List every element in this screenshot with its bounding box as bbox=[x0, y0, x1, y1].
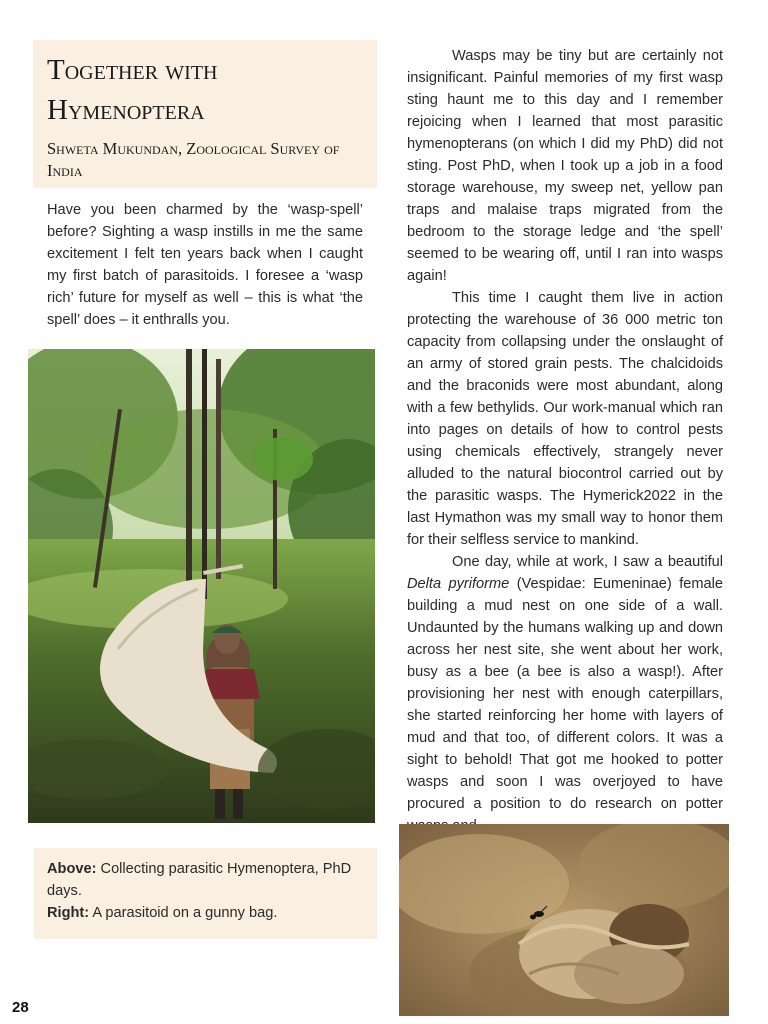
photo-caption bbox=[34, 848, 377, 939]
caption-above bbox=[47, 858, 364, 902]
caption-above-label: Above: bbox=[47, 861, 97, 877]
caption-above-text: Collecting parasitic Hymenoptera, PhD days. bbox=[47, 861, 352, 899]
photo-parasitoid-gunny-bag bbox=[399, 824, 729, 1016]
photo-collecting-hymenoptera-image bbox=[28, 349, 375, 823]
photo-parasitoid-gunny-bag-image bbox=[399, 824, 729, 1016]
article-title bbox=[47, 50, 363, 130]
page-number: 28 bbox=[12, 999, 29, 1016]
photo-collecting-hymenoptera bbox=[28, 349, 375, 823]
title-line-1: Together with bbox=[47, 54, 218, 86]
intro-paragraph: Have you been charmed by the ‘wasp-spell’ before? Sighting a wasp instills in me the same excitement I felt ten years back when I caught my first batch of parasitoids. I foresee a ‘wasp rich’ future for myself as well – this is what ‘the spell’ does – it enthralls you. bbox=[47, 202, 363, 328]
body-paragraph-3 bbox=[407, 551, 723, 837]
body-paragraph-1: Wasps may be tiny but are certainly not insignificant. Painful memories of my first wasp sting haunt me to this day and I remember rejoicing when I learned that most parasitic hymenopterans (on which I did my PhD) did not sting. Post PhD, when I took up a job in a food storage warehouse, my sweep net, yellow pan traps and malaise traps migrated from the bedroom to the storage ledge and ‘the spell’ seemed to be wearing off, until I ran into wasps again! bbox=[407, 48, 723, 284]
caption-right bbox=[47, 902, 364, 924]
title-line-2: Hymenoptera bbox=[47, 94, 205, 126]
caption-right-label: Right: bbox=[47, 905, 90, 921]
caption-right-text: A parasitoid on a gunny bag. bbox=[89, 905, 278, 921]
author-byline: Shweta Mukundan, Zoological Survey of India bbox=[47, 139, 340, 180]
body-column bbox=[407, 45, 723, 837]
species-name: Delta pyriforme bbox=[407, 576, 510, 592]
para3-before: One day, while at work, I saw a beautiful bbox=[452, 554, 723, 570]
title-box bbox=[33, 40, 377, 188]
para3-after: (Vespidae: Eumeninae) female building a mud nest on one side of a wall. Undaunted by the humans walking up and down across her nest site, she went about her work, busy as a bee (a bee is also a wasp!). After provisioning her nest with enough caterpillars, she started reinforcing her home with layers of mud and that too, of different colors. It was a sight to behold! That got me hooked to potter wasps and soon I was overjoyed to have procured a position to do research on potter bbox=[407, 576, 723, 812]
body-paragraph-2: This time I caught them live in action protecting the warehouse of 36 000 metric ton capacity from collapsing under the onslaught of an army of stored grain pests. The chalcidoids and the braconids were most abundant, along with a few bethylids. Our work-manual which ran into pages on details of how to control pests using chemicals effectively, strangely never alluded to the natural biocontrol carried out by the parasitic wasps. The Hymerick2022 in the last Hymathon was my small way to honor them for their selfless service to mankind. bbox=[407, 290, 723, 548]
